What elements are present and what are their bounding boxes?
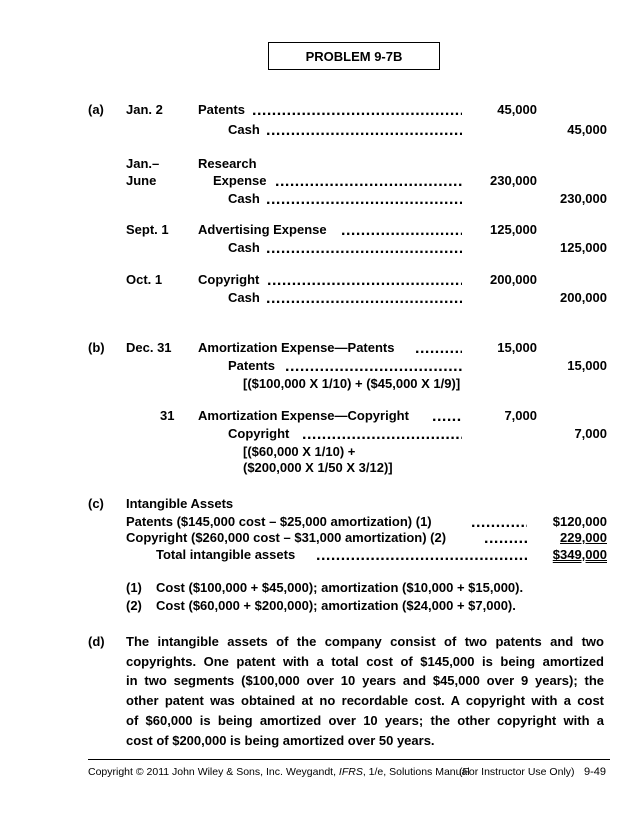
- credit-amount: 230,000: [560, 191, 607, 206]
- paragraph-line: other patent was obtained at no recordable cost. A copyright with a cost: [126, 693, 604, 709]
- entry-date: Jan. 2: [126, 102, 163, 117]
- footer-author: Weygandt,: [286, 766, 339, 778]
- debit-account: Copyright: [198, 272, 260, 287]
- paragraph-line: of $60,000 is being amortized over 10 years; the other copyright with a: [126, 712, 604, 728]
- part-c-label: (c): [88, 496, 104, 511]
- debit-amount: 230,000: [490, 173, 537, 188]
- leader-dots: [266, 122, 462, 136]
- debit-account: Advertising Expense: [198, 222, 327, 237]
- paragraph-line: cost of $200,000 is being amortized over 50 years.: [126, 732, 435, 748]
- explanation-paragraph: [126, 632, 604, 750]
- entry-date: 31: [160, 408, 175, 423]
- calculation-note: [($100,000 X 1/10) + ($45,000 X 1/9)]: [243, 376, 461, 391]
- debit-account: Expense: [213, 173, 267, 188]
- page-number: 9-49: [584, 766, 607, 778]
- leader-dots: [316, 547, 527, 561]
- footer-divider: [88, 759, 610, 760]
- credit-amount: 200,000: [560, 290, 607, 305]
- asset-row-amount: 229,000: [560, 530, 607, 545]
- debit-account: Patents: [198, 102, 245, 117]
- footnote-text: Cost ($60,000 + $200,000); amortization ($24,000 + $7,000).: [156, 598, 516, 613]
- part-a-label: (a): [88, 102, 104, 117]
- footer-book-title: IFRS: [338, 766, 363, 778]
- leader-dots: [415, 340, 462, 354]
- leader-dots: [471, 514, 527, 528]
- calculation-note: [($60,000 X 1/10) +: [243, 444, 356, 459]
- leader-dots: [266, 191, 462, 205]
- leader-dots: [267, 272, 462, 286]
- asset-total-amount: $349,000: [552, 547, 607, 562]
- credit-account: Cash: [228, 122, 260, 137]
- debit-account: Amortization Expense—Copyright: [198, 408, 409, 423]
- credit-amount: 45,000: [567, 122, 607, 137]
- leader-dots: [341, 222, 462, 236]
- leader-dots: [302, 426, 462, 440]
- leader-dots: [285, 358, 462, 372]
- credit-account: Patents: [228, 358, 275, 373]
- entry-date: Dec. 31: [126, 340, 172, 355]
- debit-amount: 200,000: [490, 272, 537, 287]
- debit-amount: 45,000: [497, 102, 537, 117]
- entry-date: Sept. 1: [126, 222, 169, 237]
- credit-account: Copyright: [228, 426, 290, 441]
- debit-amount: 15,000: [497, 340, 537, 355]
- footer-copyright: Copyright © 2011 John Wiley & Sons, Inc.: [88, 766, 283, 778]
- debit-account: Amortization Expense—Patents: [198, 340, 395, 355]
- asset-total-text: Total intangible assets: [156, 547, 296, 562]
- credit-amount: 15,000: [567, 358, 607, 373]
- leader-dots: [266, 290, 462, 304]
- leader-dots: [275, 173, 462, 187]
- entry-date: June: [126, 173, 157, 188]
- paragraph-line: in two segments ($100,000 over 10 years and $45,000 over 9 years); the: [126, 673, 604, 689]
- leader-dots: [266, 240, 462, 254]
- asset-row-amount: $120,000: [552, 514, 607, 529]
- leader-dots: [484, 530, 527, 544]
- credit-account: Cash: [228, 240, 260, 255]
- section-heading: Intangible Assets: [126, 496, 234, 511]
- page-title: PROBLEM 9-7B: [268, 42, 440, 70]
- part-d-label: (d): [88, 634, 105, 649]
- footer-book: [286, 766, 470, 778]
- credit-account: Cash: [228, 191, 260, 206]
- debit-account: Research: [198, 156, 257, 171]
- paragraph-line: copyrights. One patent with a total cost of $145,000 is being amortized: [126, 653, 604, 669]
- debit-amount: 125,000: [490, 222, 537, 237]
- credit-account: Cash: [228, 290, 260, 305]
- entry-date: Jan.–: [126, 156, 160, 171]
- footnote-text: Cost ($100,000 + $45,000); amortization ($10,000 + $15,000).: [156, 580, 524, 595]
- footer-usage: (For Instructor Use Only): [459, 766, 575, 778]
- asset-row-text: Patents ($145,000 cost – $25,000 amortization) (1): [126, 514, 432, 529]
- leader-dots: [432, 408, 462, 422]
- entry-date: Oct. 1: [126, 272, 163, 287]
- asset-row-text: Copyright ($260,000 cost – $31,000 amortization) (2): [126, 530, 447, 545]
- calculation-note: ($200,000 X 1/50 X 3/12)]: [243, 460, 393, 475]
- paragraph-line: The intangible assets of the company consist of two patents and two: [126, 634, 604, 649]
- credit-amount: 125,000: [560, 240, 607, 255]
- part-b-label: (b): [88, 340, 105, 355]
- footnote-number: (2): [126, 598, 142, 613]
- debit-amount: 7,000: [504, 408, 537, 423]
- leader-dots: [252, 102, 462, 116]
- footer-book-edition: , 1/e, Solutions Manual: [362, 766, 470, 778]
- footnote-number: (1): [126, 580, 142, 595]
- credit-amount: 7,000: [574, 426, 607, 441]
